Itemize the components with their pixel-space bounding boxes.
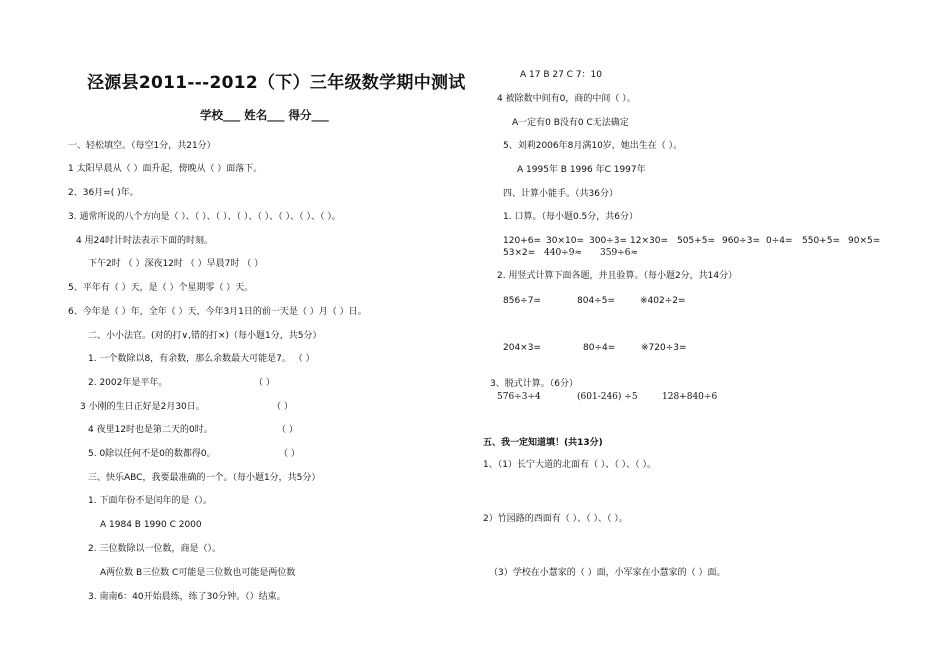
choice-1-options: A 1984 B 1990 C 2000 xyxy=(100,520,202,530)
oral-item: 550+5= xyxy=(802,236,840,246)
judge-4: 4 夜里12时也是第二天的0时。 xyxy=(88,425,213,435)
map-question-2: 2）竹园路的西面有（ ）、（ ）、（ ）。 xyxy=(483,514,628,524)
judge-2-blank: （ ） xyxy=(254,378,275,388)
vertical-item: 204×3= xyxy=(503,343,541,353)
oral-calc-heading: 1. 口算。（每小题0.5分，共6分） xyxy=(503,212,638,222)
section-2-title: 二、小小法官。(对的打∨,错的打×)（每小题1分，共5分） xyxy=(88,331,322,341)
expression-item: (601-246) ÷5 xyxy=(577,392,638,402)
choice-5: 5、刘莉2006年8月满10岁，她出生在（ ）。 xyxy=(503,141,683,151)
vertical-item: ※402÷2= xyxy=(640,296,686,306)
student-info-line: 学校___ 姓名___ 得分___ xyxy=(200,108,329,122)
question-1-3: 3. 通常所说的八个方向是（ ）、（ ）、（ ）、（ ）、（ ）、（ ）、（ ）、（ ）。 xyxy=(68,212,341,222)
choice-4: 4 被除数中间有0，商的中间（ ）。 xyxy=(497,94,636,104)
oral-item: 359÷6≈ xyxy=(600,248,638,258)
question-1-2: 2、36月=( )年。 xyxy=(68,188,139,198)
vertical-item: 856÷7= xyxy=(503,296,541,306)
section-4-title: 四、计算小能手。（共36分） xyxy=(503,189,618,199)
expression-item: 128+840÷6 xyxy=(662,392,718,402)
section-3-title: 三、快乐ABC，我要最准确的一个。（每小题1分，共5分） xyxy=(88,473,321,483)
exam-title: 泾源县2011---2012（下）三年级数学期中测试 xyxy=(87,73,466,93)
oral-item: 120+6= xyxy=(503,236,541,246)
section-1-title: 一、轻松填空。（每空1分，共21分） xyxy=(68,141,216,151)
oral-item: 0÷4= xyxy=(766,236,793,246)
question-1-5: 5、平年有（ ）天，是（ ）个星期零（ ）天。 xyxy=(68,283,254,293)
judge-5: 5. 0除以任何不是0的数都得0。 xyxy=(88,449,216,459)
judge-3-blank: （ ） xyxy=(272,402,293,412)
choice-4-options: A一定有0 B没有0 C无法确定 xyxy=(512,118,629,128)
oral-item: 12×30= xyxy=(630,236,668,246)
choice-5-options: A 1995年 B 1996 年C 1997年 xyxy=(517,165,646,175)
oral-item: 505+5= xyxy=(677,236,715,246)
oral-item: 30×10= xyxy=(546,236,584,246)
vertical-item: 80÷4= xyxy=(583,343,616,353)
question-1-1: 1 太阳早晨从（ ）面升起，傍晚从（ ）面落下。 xyxy=(68,164,263,174)
map-question-3: （3）学校在小慧家的（ ）面，小军家在小慧家的（ ）面。 xyxy=(489,568,726,578)
oral-item: 300÷3= xyxy=(589,236,627,246)
judge-1: 1. 一个数除以8，有余数，那么余数最大可能是7。 （ ） xyxy=(88,354,315,364)
section-5-title: 五、我一定知道填！(共13分) xyxy=(483,438,603,448)
choice-3-options: A 17 B 27 C 7：10 xyxy=(520,70,603,80)
vertical-calc-heading: 2. 用竖式计算下面各题，并且验算。（每小题2分，共14分） xyxy=(497,271,738,281)
judge-3: 3 小刚的生日正好是2月30日。 xyxy=(80,402,205,412)
question-1-6: 6、今年是（ ）年，全年（ ）天，今年3月1日的前一天是（ ）月（ ）日。 xyxy=(68,307,367,317)
judge-5-blank: （ ） xyxy=(279,449,300,459)
choice-3: 3. 南南6：40开始晨练，练了30分钟。（）结束。 xyxy=(88,592,286,602)
choice-1: 1. 下面年份不是闰年的是（）。 xyxy=(88,496,212,506)
oral-item: 53×2= xyxy=(503,248,536,258)
expression-item: 576÷3÷4 xyxy=(497,392,541,402)
map-question-1: 1、（1）长宁大道的北面有（ ）、（ ）、（ ）。 xyxy=(483,460,657,470)
oral-item: 440÷9≈ xyxy=(544,248,582,258)
oral-item: 90×5= xyxy=(848,236,881,246)
question-1-4-times: 下午2时 （ ）深夜12时 （ ）早晨7时 （ ） xyxy=(88,259,264,269)
judge-2: 2. 2002年是平年。 xyxy=(88,378,168,388)
question-1-4: 4 用24时计时法表示下面的时刻。 xyxy=(76,236,214,246)
oral-item: 960÷3= xyxy=(722,236,760,246)
judge-4-blank: （ ） xyxy=(277,425,298,435)
expression-calc-heading: 3、脱式计算。（6分） xyxy=(490,379,578,389)
vertical-item: ※720÷3= xyxy=(641,343,687,353)
vertical-item: 804÷5= xyxy=(577,296,615,306)
choice-2-options: A两位数 B三位数 C可能是三位数也可能是两位数 xyxy=(100,568,296,578)
choice-2: 2. 三位数除以一位数，商是（）。 xyxy=(88,544,221,554)
